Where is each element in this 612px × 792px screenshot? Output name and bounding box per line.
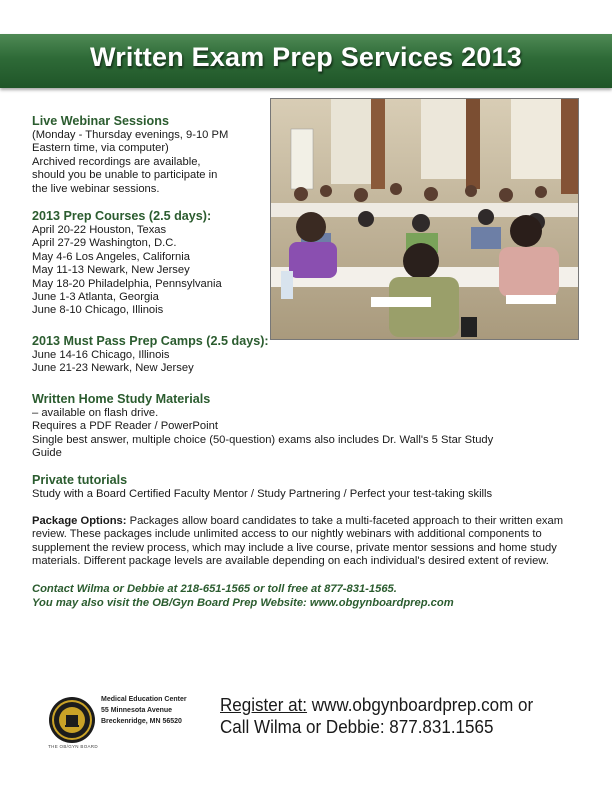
camp-item: June 21-23 Newark, New Jersey [32, 362, 194, 375]
course-item: April 27-29 Washington, D.C. [32, 237, 177, 250]
camp-item: June 14-16 Chicago, Illinois [32, 348, 170, 361]
register-url[interactable]: www.obgynboardprep.com or [307, 694, 534, 715]
webinar-section [32, 114, 267, 196]
home-study-section [32, 392, 572, 461]
home-study-line: – available on flash drive. [32, 406, 159, 419]
course-item: May 11-13 Newark, New Jersey [32, 264, 190, 277]
home-study-heading: Written Home Study Materials [32, 391, 211, 406]
webinar-heading: Live Webinar Sessions [32, 114, 169, 128]
prep-courses-heading: 2013 Prep Courses (2.5 days): [32, 209, 212, 224]
address-line: Medical Education Center [101, 696, 187, 703]
address-line: Breckenridge, MN 56520 [101, 718, 182, 725]
course-item: June 8-10 Chicago, Illinois [32, 304, 164, 317]
webinar-line: the live webinar sessions. [32, 182, 160, 195]
course-item: June 1-3 Atlanta, Georgia [32, 291, 159, 304]
contact-info [32, 582, 572, 610]
course-item: May 18-20 Philadelphia, Pennsylvania [32, 277, 222, 290]
register-label: Register at: [220, 694, 308, 715]
home-study-line: Requires a PDF Reader / PowerPoint [32, 420, 218, 433]
tutorials-text: Study with a Board Certified Faculty Mentor / Study Partnering / Perfect your test-taking skills [32, 488, 493, 501]
organization-info [48, 688, 218, 758]
package-options [32, 515, 567, 569]
package-options-text: Packages allow board candidates to take a multi-faceted approach to their written exam review. These packages include unlimited access to our nightly webinars with additional components to supplement the review process, which may include a live course, private mentor sessions and home study materials. Different package levels are available depending on each individual's desired extent of review. [32, 514, 564, 567]
title-banner [0, 34, 612, 88]
course-item: May 4-6 Los Angeles, California [32, 250, 190, 263]
prep-camps-heading: 2013 Must Pass Prep Camps (2.5 days): [32, 333, 269, 348]
webinar-line: should you be unable to participate in [32, 169, 218, 182]
webinar-line: (Monday - Thursday evenings, 9-10 PM [32, 129, 229, 141]
address-line: 55 Minnesota Avenue [101, 707, 173, 714]
address-block [101, 694, 187, 727]
prep-camps-section [32, 334, 572, 376]
tutorials-heading: Private tutorials [32, 473, 128, 488]
main-content [32, 114, 572, 610]
course-item: April 20-22 Houston, Texas [32, 224, 167, 237]
home-study-line: Single best answer, multiple choice (50-question) exams also includes Dr. Wall's 5 Star Study [32, 433, 494, 446]
prep-courses-section [32, 209, 267, 318]
package-options-label: Package Options: [32, 514, 127, 527]
seal-logo-icon [48, 696, 96, 744]
page-title: Written Exam Prep Services 2013 [90, 42, 522, 72]
call-line: Call Wilma or Debbie: 877.831.1565 [220, 716, 494, 737]
webinar-line: Archived recordings are available, [32, 155, 201, 168]
register-block [220, 694, 570, 738]
tutorials-section [32, 473, 572, 501]
seal-caption: THE OB/GYN BOARD [48, 744, 98, 749]
register-line [220, 694, 570, 716]
home-study-line: Guide [32, 446, 62, 459]
contact-line-phone: Contact Wilma or Debbie at 218-651-1565 or toll free at 877-831-1565. [32, 583, 397, 596]
webinar-line: Eastern time, via computer) [32, 142, 169, 155]
contact-line-website: You may also visit the OB/Gyn Board Prep Website: www.obgynboardprep.com [32, 597, 454, 610]
